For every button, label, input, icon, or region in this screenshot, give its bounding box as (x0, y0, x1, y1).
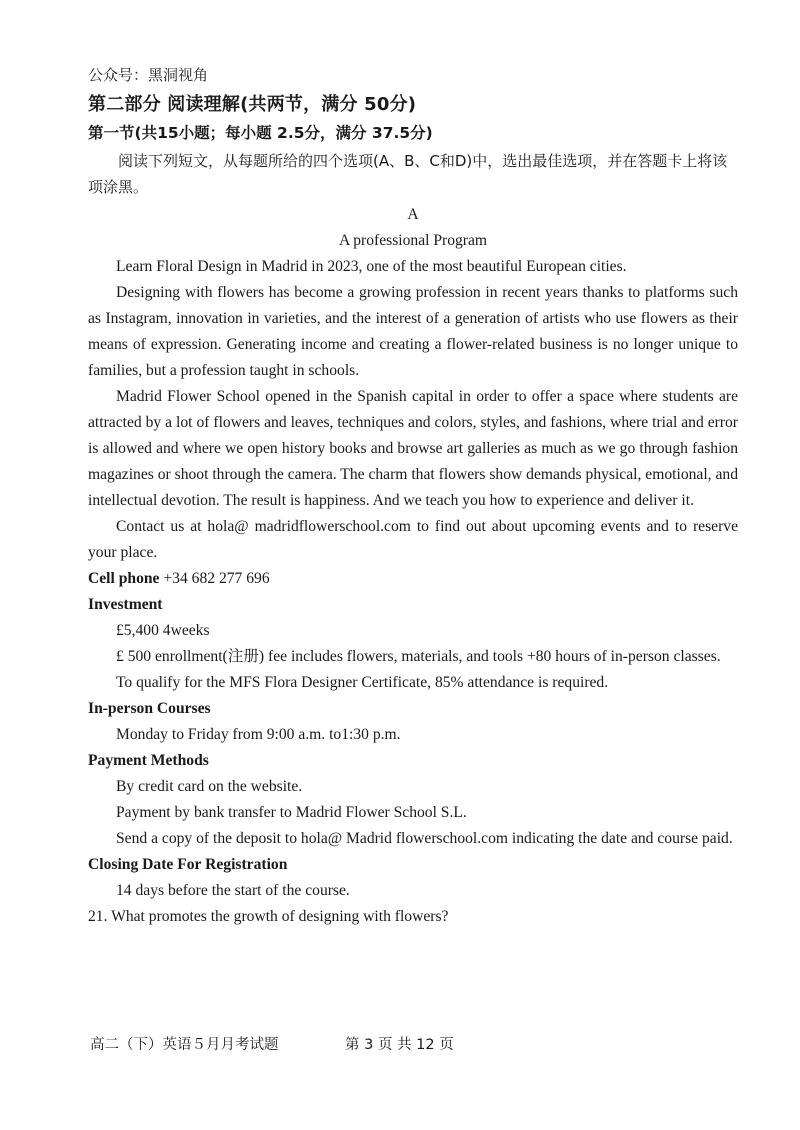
paragraph-intro: Learn Floral Design in Madrid in 2023, one of the most beautiful European cities. (116, 258, 627, 275)
paragraph-growth: Designing with flowers has become a growing profession in recent years thanks to platforms such as Instagram, innovation in varieties, and the interest of a generation of artists who use flowers as their means of expression. Generating income and creating a flower-related business is no longer unique to families, but a profession taught in schools. (88, 284, 738, 379)
closing-heading: Closing Date For Registration (88, 856, 288, 873)
closing-text: 14 days before the start of the course. (116, 882, 350, 899)
paragraph-school: Madrid Flower School opened in the Spanish capital in order to offer a space where students are attracted by a lot of flowers and leaves, techniques and colors, styles, and fashions, where trial and error is allowed and where we open history books and browse art galleries as much as we go through fashion magazines or shoot through the camera. The charm that flowers show demands physical, emotional, and intellectual devotion. The result is happiness. And we teach you how to experience and deliver it. (88, 388, 738, 509)
section-title: 第二部分 阅读理解(共两节，满分 50分) (88, 94, 417, 115)
paragraph-contact: Contact us at hola@ madridflowerschool.com to find out about upcoming events and to reserve your place. (88, 518, 738, 561)
passage-letter: A (407, 206, 419, 223)
watermark-text: 公众号：黑洞视角 (88, 66, 209, 84)
investment-fee: £ 500 enrollment(注册) fee includes flowers, materials, and tools +80 hours of in-person classes. (116, 648, 721, 665)
payment-heading: Payment Methods (88, 752, 209, 769)
cell-phone-value: +34 682 277 696 (163, 570, 270, 587)
cell-phone-label: Cell phone (88, 570, 160, 587)
footer-page-number: 第 3 页 共 12 页 (345, 1037, 454, 1053)
investment-price: £5,400 4weeks (116, 622, 210, 639)
courses-schedule: Monday to Friday from 9:00 a.m. to1:30 p.m. (116, 726, 401, 743)
question-21: 21. What promotes the growth of designing with flowers? (88, 908, 449, 925)
investment-certificate: To qualify for the MFS Flora Designer Certificate, 85% attendance is required. (116, 674, 609, 691)
subsection-title: 第一节(共15小题；每小题 2.5分，满分 37.5分) (88, 124, 433, 142)
footer-exam-name: 高二（下）英语５月月考试题 (90, 1037, 279, 1053)
payment-method-deposit: Send a copy of the deposit to hola@ Madrid flowerschool.com indicating the date and course paid. (116, 830, 733, 847)
investment-heading: Investment (88, 596, 163, 613)
instructions: 阅读下列短文，从每题所给的四个选项(A、B、C和D)中，选出最佳选项，并在答题卡上将该项涂黑。 (88, 152, 728, 196)
reading-passage (88, 202, 738, 930)
payment-method-transfer: Payment by bank transfer to Madrid Flower School S.L. (116, 804, 467, 821)
cell-phone-line (88, 566, 738, 592)
payment-method-card: By credit card on the website. (116, 778, 303, 795)
passage-title: A professional Program (338, 232, 488, 249)
courses-heading: In-person Courses (88, 700, 211, 717)
